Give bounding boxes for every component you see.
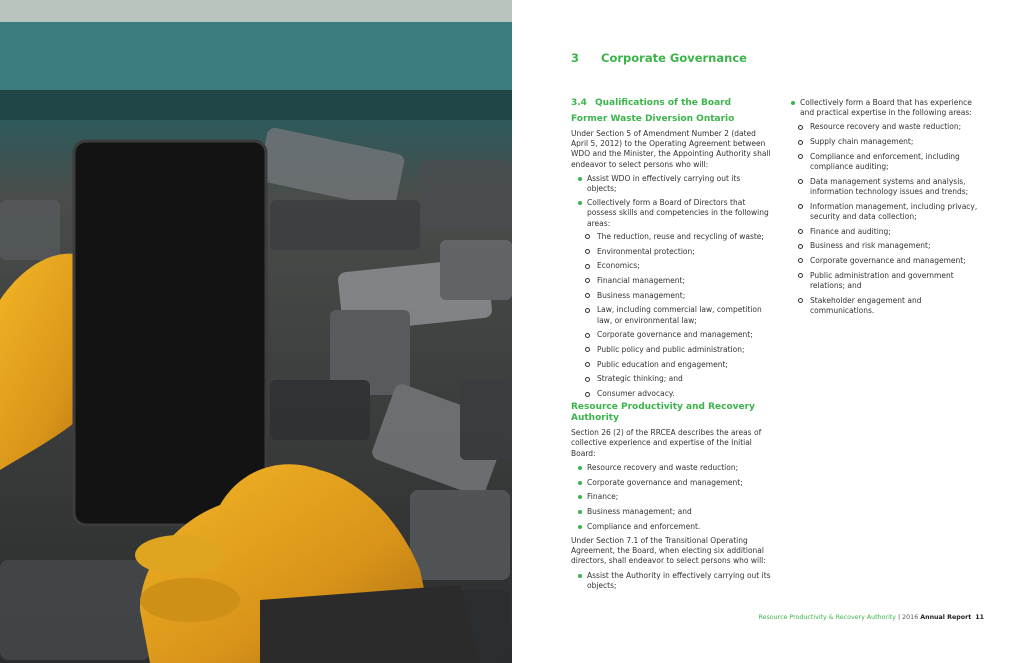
subsection-title: Qualifications of the Board <box>595 98 732 108</box>
wdo-areas-list <box>571 232 771 399</box>
list-item: Public policy and public administration; <box>571 345 771 355</box>
list-item: Economics; <box>571 261 771 271</box>
footer-separator: | <box>898 614 901 621</box>
section-title: Corporate Governance <box>601 51 747 65</box>
list-item: Stakeholder engagement and communications. <box>784 296 984 316</box>
report-page-11 <box>512 0 1024 663</box>
rpra-bullet-list-b <box>784 98 984 118</box>
wdo-heading: Former Waste Diversion Ontario <box>571 114 735 124</box>
list-item: Compliance and enforcement. <box>571 522 771 532</box>
list-item: Business and risk management; <box>784 241 984 251</box>
list-item: Strategic thinking; and <box>571 374 771 384</box>
footer-report: Annual Report <box>920 614 972 621</box>
list-item: Law, including commercial law, competition law, or environmental law; <box>571 305 771 325</box>
list-item: The reduction, reuse and recycling of waste; <box>571 232 771 242</box>
list-item: Corporate governance and management; <box>571 478 771 488</box>
list-item: Public education and engagement; <box>571 360 771 370</box>
list-item: Corporate governance and management; <box>784 256 984 266</box>
text-column-left <box>571 98 771 591</box>
section-heading <box>571 51 747 65</box>
subsection-number: 3.4 <box>571 98 587 108</box>
rpra-areas2-list <box>784 122 984 316</box>
list-item: Compliance and enforcement, including compliance auditing; <box>784 152 984 172</box>
list-item: Resource recovery and waste reduction; <box>571 463 771 473</box>
subsection-heading <box>571 98 771 109</box>
list-item: Environmental protection; <box>571 247 771 257</box>
list-item: Information management, including privacy, security and data collection; <box>784 202 984 222</box>
list-item: Business management; <box>571 291 771 301</box>
rpra-bullet-list-a <box>571 571 771 591</box>
list-item: Data management systems and analysis, information technology issues and trends; <box>784 177 984 197</box>
list-item: Business management; and <box>571 507 771 517</box>
page-number: 11 <box>975 614 984 621</box>
wdo-bullet-list <box>571 174 771 229</box>
list-item: Financial management; <box>571 276 771 286</box>
wdo-intro: Under Section 5 of Amendment Number 2 (dated April 5, 2012) to the Operating Agreement between WDO and the Minister, the Appointing Authority shall endeavor to select persons who will: <box>571 129 771 169</box>
list-item: Collectively form a Board of Directors that possess skills and competencies in the following areas: <box>571 198 771 229</box>
list-item: Supply chain management; <box>784 137 984 147</box>
list-item: Finance; <box>571 492 771 502</box>
list-item: Resource recovery and waste reduction; <box>784 122 984 132</box>
list-item: Collectively form a Board that has experience and practical expertise in the following areas: <box>784 98 984 118</box>
list-item: Corporate governance and management; <box>571 330 771 340</box>
list-item: Assist WDO in effectively carrying out its objects; <box>571 174 771 194</box>
list-item: Finance and auditing; <box>784 227 984 237</box>
rpra-areas-list <box>571 463 771 532</box>
section-number: 3 <box>571 51 580 65</box>
list-item: Assist the Authority in effectively carrying out its objects; <box>571 571 771 591</box>
rpra-heading: Resource Productivity and Recovery Authority <box>571 402 755 424</box>
list-item: Public administration and government relations; and <box>784 271 984 291</box>
footer-org: Resource Productivity & Recovery Authority <box>758 614 897 621</box>
list-item: Consumer advocacy. <box>571 389 771 399</box>
text-column-right <box>784 98 984 316</box>
rpra-intro-2: Under Section 7.1 of the Transitional Operating Agreement, the Board, when electing six additional directors, shall endeavor to select persons who will: <box>571 535 766 566</box>
rpra-intro: Section 26 (2) of the RRCEA describes the areas of collective experience and expertise of the Initial Board: <box>571 428 762 458</box>
footer-year: 2016 <box>902 614 919 621</box>
page-footer <box>759 614 984 621</box>
